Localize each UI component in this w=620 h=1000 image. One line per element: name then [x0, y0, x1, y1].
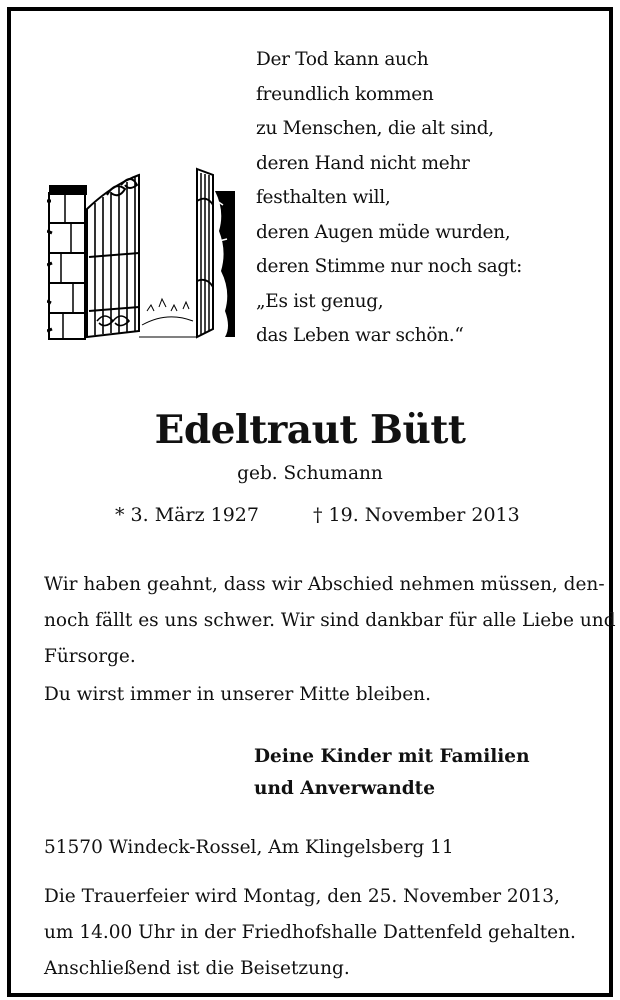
birth-date: * 3. März 1927: [115, 504, 259, 526]
poem-line: festhalten will,: [256, 187, 391, 208]
poem-line: deren Hand nicht mehr: [256, 152, 470, 174]
signature-line: und Anverwandte: [254, 778, 435, 799]
family-address: 51570 Windeck-Rossel, Am Klingelsberg 11: [44, 837, 454, 858]
poem-line: Der Tod kann auch: [256, 49, 429, 70]
poem-line: „Es ist genug,: [256, 290, 384, 312]
poem-line: deren Stimme nur noch sagt:: [256, 256, 523, 277]
message-paragraph: [44, 567, 616, 675]
garden-gate-icon: [47, 161, 237, 343]
signature-line: Deine Kinder mit Familien: [254, 746, 530, 767]
message-line: Wir haben geahnt, dass wir Abschied nehmen müssen, den-: [44, 574, 605, 595]
death-date: † 19. November 2013: [313, 504, 520, 526]
poem-line: deren Augen müde wurden,: [256, 221, 511, 243]
deceased-name: Edeltraut Bütt: [154, 407, 466, 453]
closing-line: Du wirst immer in unserer Mitte bleiben.: [44, 684, 431, 705]
poem-line: zu Menschen, die alt sind,: [256, 118, 494, 139]
poem-line: freundlich kommen: [256, 83, 434, 105]
funeral-line: um 14.00 Uhr in der Friedhofshalle Dattenfeld gehalten.: [44, 922, 576, 943]
funeral-line: Anschließend ist die Beisetzung.: [44, 958, 350, 979]
message-line: noch fällt es uns schwer. Wir sind dankbar für alle Liebe und: [44, 610, 616, 631]
birth-name: geb. Schumann: [237, 463, 383, 484]
obituary-notice: [7, 7, 616, 997]
funeral-details: [44, 879, 576, 987]
message-line: Fürsorge.: [44, 646, 136, 667]
poem: [256, 43, 522, 354]
funeral-line: Die Trauerfeier wird Montag, den 25. November 2013,: [44, 886, 560, 907]
poem-line: das Leben war schön.“: [256, 325, 464, 346]
signature: [254, 741, 530, 805]
